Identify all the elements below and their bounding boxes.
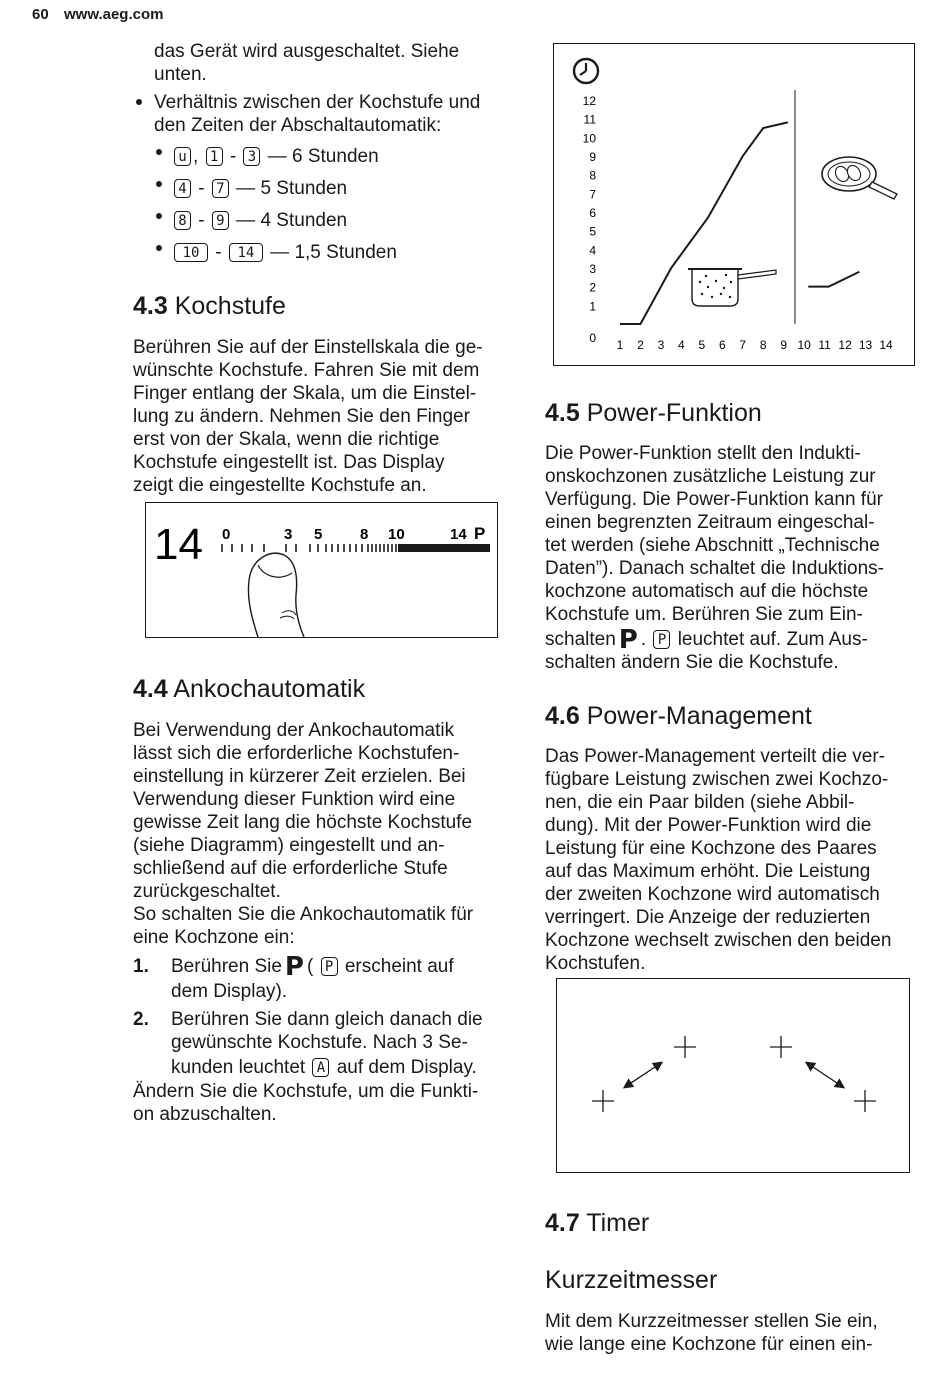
duration-label: — 6 Stunden [267,146,379,167]
sub-bullet-1: u , 1 - 3 — 6 Stunden [172,145,379,168]
x-tick-label: 3 [657,338,665,352]
section-heading-4-6: 4.6 Power-Management [545,702,812,730]
scale-label: 10 [388,526,405,543]
seg-digit: 1 [206,147,223,166]
step-number: 2. [133,1009,149,1030]
x-tick-label: 4 [678,338,685,352]
page-number: 60 [32,6,49,23]
step-1-line2: dem Display). [171,981,288,1002]
duration-label: — 1,5 Stunden [270,242,397,263]
y-tick-label: 6 [589,206,596,220]
x-axis-ticks [617,338,893,352]
y-tick-label: 3 [589,262,596,276]
sub-bullet-2: 4 - 7 — 5 Stunden [172,177,347,200]
step-1-line1: Berühren Sie P ( P erscheint auf [171,951,454,982]
y-tick-label: 2 [589,280,596,295]
section-text-4-5: Die Power-Funktion stellt den Indukti- onskochzonen zusätzliche Leistung zur Verfügung. Die Power-Funktion kann für einen begrenzten Zeitraum eingeschal- tet werden (siehe Abschnitt „Technische Daten”). Danach schaltet die Induktions- kochzone automatisch auf die höchste Kochstufe um. Berühren Sie zum Ein- [545,443,885,625]
scale-label: 3 [284,526,293,543]
x-tick-label: 5 [698,338,706,352]
x-tick-label: 12 [838,338,852,352]
scale-label: P [474,524,486,543]
y-tick-label: 12 [582,94,596,108]
section-text-4-3: Berühren Sie auf der Einstellskala die ge- wünschte Kochstufe. Fahren Sie mit dem Finger entlang der Skala, um die Einstel- lung zu ändern. Nehmen Sie den Finger erst von der Skala, wenn die richtige Kochstufe eingestellt ist. Das Display zeigt die eingestellte Kochstufe an. [133,337,483,496]
section-heading-4-7: 4.7 Timer [545,1209,650,1237]
y-tick-label: 7 [589,187,596,202]
seg-digit: A [312,1058,329,1077]
sub-bullet-3: 8 - 9 — 4 Stunden [172,209,347,232]
finger-icon [248,553,304,637]
x-tick-label: 1 [616,338,624,352]
clock-icon [574,59,598,83]
sep: , [193,146,199,167]
x-tick-label: 13 [858,338,873,352]
boost-chart [553,43,915,366]
power-p-icon: P [284,951,304,982]
y-tick-label: 9 [589,150,596,164]
boost-chart-svg [554,44,914,365]
section-4-5-power-line: schalten P . P leuchtet auf. Zum Aus- [545,624,868,655]
section-4-5-last-line: schalten ändern Sie die Kochstufe. [545,652,839,673]
sub-bullet-dot [156,245,162,251]
y-tick-label: 4 [589,243,596,258]
step-number: 1. [133,956,149,977]
seg-digit: 8 [174,211,191,230]
duration-label: — 4 Stunden [236,210,348,231]
step-2-line2: gewünschte Kochstufe. Nach 3 Se- [171,1032,468,1053]
seg-digit: P [321,957,338,976]
y-tick-label: 11 [583,112,596,127]
section-heading-4-3: 4.3 Kochstufe [133,292,286,320]
bullet-text: Verhältnis zwischen der Kochstufe und den Zeiten der Abschaltautomatik: [154,92,481,136]
scale-label: 0 [222,526,231,543]
y-tick-label: 10 [582,131,596,146]
section-text-4-7: Mit dem Kurzzeitmesser stellen Sie ein, wie lange eine Kochzone für einen ein- [545,1311,878,1355]
scale-ticks [222,544,396,552]
power-p-icon: P [618,624,638,655]
section-text-4-6: Das Power-Management verteilt die ver- fügbare Leistung zwischen zwei Kochzo- nen, die ein Paar bilden (siehe Abbil- dung). Mit der Power-Funktion wird die Leistung für eine Kochzone des Paares auf das Maximum erhöht. Die Leistung der zweiten Kochzone wird automatisch verringert. Die Anzeige der reduzierten Kochzone wechselt zwischen den beiden Kochstufen. [545,746,892,974]
zone-markers [592,1036,876,1112]
subsection-heading: Kurzzeitmesser [545,1266,718,1294]
scale-bar [398,544,490,552]
bullet-dot [136,99,142,105]
step-2-line3: kunden leuchtet A auf dem Display. [171,1057,477,1078]
power-management-figure [556,978,910,1173]
sub-bullet-4: 10 - 14 — 1,5 Stunden [172,241,397,264]
site-url: www.aeg.com [64,6,164,23]
chart-series [620,122,859,324]
y-tick-label: 8 [589,168,596,183]
sub-bullet-dot [156,181,162,187]
x-tick-label: 10 [797,338,811,352]
scale-label: 14 [450,526,467,543]
seg-digit: 9 [212,211,229,230]
pan-icon [822,157,897,199]
section-heading-4-5: 4.5 Power-Funktion [545,399,762,427]
seg-digit: 3 [243,147,260,166]
section-outro-4-4: Ändern Sie die Kochstufe, um die Funkti- on abzuschalten. [133,1081,479,1125]
step-2-line1: Berühren Sie dann gleich danach die [171,1009,483,1030]
sub-bullet-dot [156,149,162,155]
seg-digit: u [174,147,191,166]
pot-icon [688,269,776,306]
cooking-zones-diagram [557,979,909,1172]
section-text-4-4: Bei Verwendung der Ankochautomatik lässt sich die erforderliche Kochstufen- einstellung in kürzerer Zeit erzielen. Bei Verwendung dieser Funktion wird eine gewisse Zeit lang die höchste Kochstufe (siehe Diagramm) eingestellt und an- schließend auf die erforderliche Stufe zurückgeschaltet. So schalten Sie die Ankochautomatik für eine Kochzone ein: [133,720,474,948]
y-axis-ticks [583,94,597,345]
x-tick-label: 6 [718,338,726,352]
seg-digit: 7 [212,179,229,198]
display-value: 14 [154,520,203,569]
x-tick-label: 11 [818,338,831,352]
seg-digit: 10 [174,243,208,262]
pair-arrow [625,1063,661,1087]
intro-text: das Gerät wird ausgeschaltet. Siehe unten. [154,41,460,85]
x-tick-label: 9 [780,338,788,352]
section-heading-4-4: 4.4 Ankochautomatik [133,675,366,703]
power-scale-figure [145,502,498,638]
seg-digit: 14 [229,243,263,262]
y-tick-label: 5 [589,224,596,239]
x-tick-label: 14 [879,338,893,352]
y-tick-label: 0 [589,331,596,345]
x-tick-label: 7 [739,338,747,352]
scale-illustration [146,503,497,637]
series-line-2 [808,272,859,287]
seg-digit: 4 [174,179,191,198]
pair-arrow [807,1063,843,1087]
duration-label: — 5 Stunden [236,178,348,199]
x-tick-label: 8 [759,338,767,352]
y-tick-label: 1 [589,299,596,314]
scale-label: 8 [360,526,369,543]
x-tick-label: 2 [637,338,644,352]
sub-bullet-dot [156,213,162,219]
scale-label: 5 [314,526,323,543]
seg-digit: P [653,630,670,649]
